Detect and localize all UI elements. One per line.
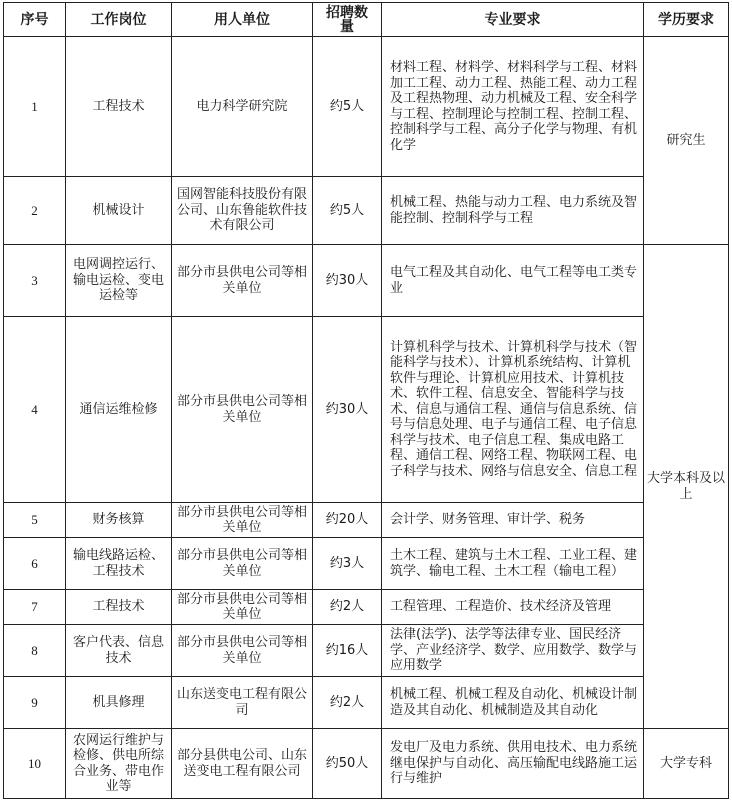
table-row (4, 317, 729, 503)
row-no: 3 (4, 245, 66, 317)
row-employer: 电力科学研究院 (172, 37, 313, 177)
row-no: 4 (4, 317, 66, 503)
row-employer: 部分市县供电公司等相关单位 (172, 317, 313, 503)
row-employer: 部分市县供电公司等相关单位 (172, 538, 313, 590)
row-major: 土木工程、建筑与土木工程、工业工程、建筑学、输电工程、土木工程（输电工程） (382, 538, 644, 590)
row-no: 6 (4, 538, 66, 590)
row-position: 机具修理 (66, 677, 172, 729)
row-count: 约2人 (313, 590, 382, 625)
row-position: 客户代表、信息技术 (66, 625, 172, 677)
row-employer: 部分市县供电公司等相关单位 (172, 625, 313, 677)
education-graduate: 研究生 (644, 37, 729, 245)
education-college: 大学专科 (644, 729, 729, 799)
table-row (4, 503, 729, 538)
header-education: 学历要求 (644, 3, 729, 37)
row-no: 8 (4, 625, 66, 677)
row-position: 电网调控运行、输电运检、变电运检等 (66, 245, 172, 317)
row-no: 9 (4, 677, 66, 729)
row-employer: 部分市县供电公司等相关单位 (172, 245, 313, 317)
row-count: 约50人 (313, 729, 382, 799)
row-major: 工程管理、工程造价、技术经济及管理 (382, 590, 644, 625)
row-position: 工程技术 (66, 37, 172, 177)
row-no: 2 (4, 177, 66, 245)
row-count: 约30人 (313, 245, 382, 317)
table-row (4, 538, 729, 590)
row-major: 电气工程及其自动化、电气工程等电工类专业 (382, 245, 644, 317)
row-position: 农网运行维护与检修、供电所综合业务、带电作业等 (66, 729, 172, 799)
header-count: 招聘数量 (313, 3, 382, 37)
row-no: 5 (4, 503, 66, 538)
row-employer: 部分市县供电公司等相关单位 (172, 590, 313, 625)
row-major: 会计学、财务管理、审计学、税务 (382, 503, 644, 538)
row-count: 约20人 (313, 503, 382, 538)
header-major: 专业要求 (382, 3, 644, 37)
row-count: 约30人 (313, 317, 382, 503)
header-no: 序号 (4, 3, 66, 37)
row-major: 发电厂及电力系统、供用电技术、电力系统继电保护与自动化、高压输配电线路施工运行与维护 (382, 729, 644, 799)
row-position: 工程技术 (66, 590, 172, 625)
row-count: 约5人 (313, 37, 382, 177)
row-major: 机械工程、机械工程及自动化、机械设计制造及其自动化、机械制造及其自动化 (382, 677, 644, 729)
row-major: 法律(法学)、法学等法律专业、国民经济学、产业经济学、数学、应用数学、数学与应用数学 (382, 625, 644, 677)
row-no: 10 (4, 729, 66, 799)
row-major: 计算机科学与技术、计算机科学与技术（智能科学与技术）、计算机系统结构、计算机软件与理论、计算机应用技术、计算机技术、软件工程、信息安全、智能科学与技术、信息与通信工程、通信与信息系统、信号与信息处理、电子与通信工程、电子信息科学与技术、电子信息工程、集成电路工程、通信工程、网络工程、物联网工程、电子科学与技术、网络与信息安全、信息工程 (382, 317, 644, 503)
row-position: 输电线路运检、工程技术 (66, 538, 172, 590)
recruitment-table (3, 2, 729, 799)
row-employer: 部分市县供电公司等相关单位 (172, 503, 313, 538)
row-no: 1 (4, 37, 66, 177)
row-employer: 部分县供电公司、山东送变电工程有限公司 (172, 729, 313, 799)
table-row (4, 729, 729, 799)
table-row (4, 245, 729, 317)
row-count: 约2人 (313, 677, 382, 729)
row-major: 机械工程、热能与动力工程、电力系统及智能控制、控制科学与工程 (382, 177, 644, 245)
header-position: 工作岗位 (66, 3, 172, 37)
row-position: 通信运维检修 (66, 317, 172, 503)
table-header-row (4, 3, 729, 37)
row-no: 7 (4, 590, 66, 625)
row-employer: 国网智能科技股份有限公司、山东鲁能软件技术有限公司 (172, 177, 313, 245)
table-row (4, 177, 729, 245)
table-row (4, 590, 729, 625)
table-row (4, 625, 729, 677)
education-bachelor: 大学本科及以上 (644, 245, 729, 729)
row-count: 约3人 (313, 538, 382, 590)
table-row (4, 37, 729, 177)
row-count: 约16人 (313, 625, 382, 677)
row-count: 约5人 (313, 177, 382, 245)
table-row (4, 677, 729, 729)
row-position: 机械设计 (66, 177, 172, 245)
row-position: 财务核算 (66, 503, 172, 538)
row-employer: 山东送变电工程有限公司 (172, 677, 313, 729)
row-major: 材料工程、材料学、材料科学与工程、材料加工工程、动力工程、热能工程、动力工程及工程热物理、动力机械及工程、安全科学与工程、控制理论与控制工程、控制工程、控制科学与工程、高分子化学与物理、有机化学 (382, 37, 644, 177)
header-employer: 用人单位 (172, 3, 313, 37)
